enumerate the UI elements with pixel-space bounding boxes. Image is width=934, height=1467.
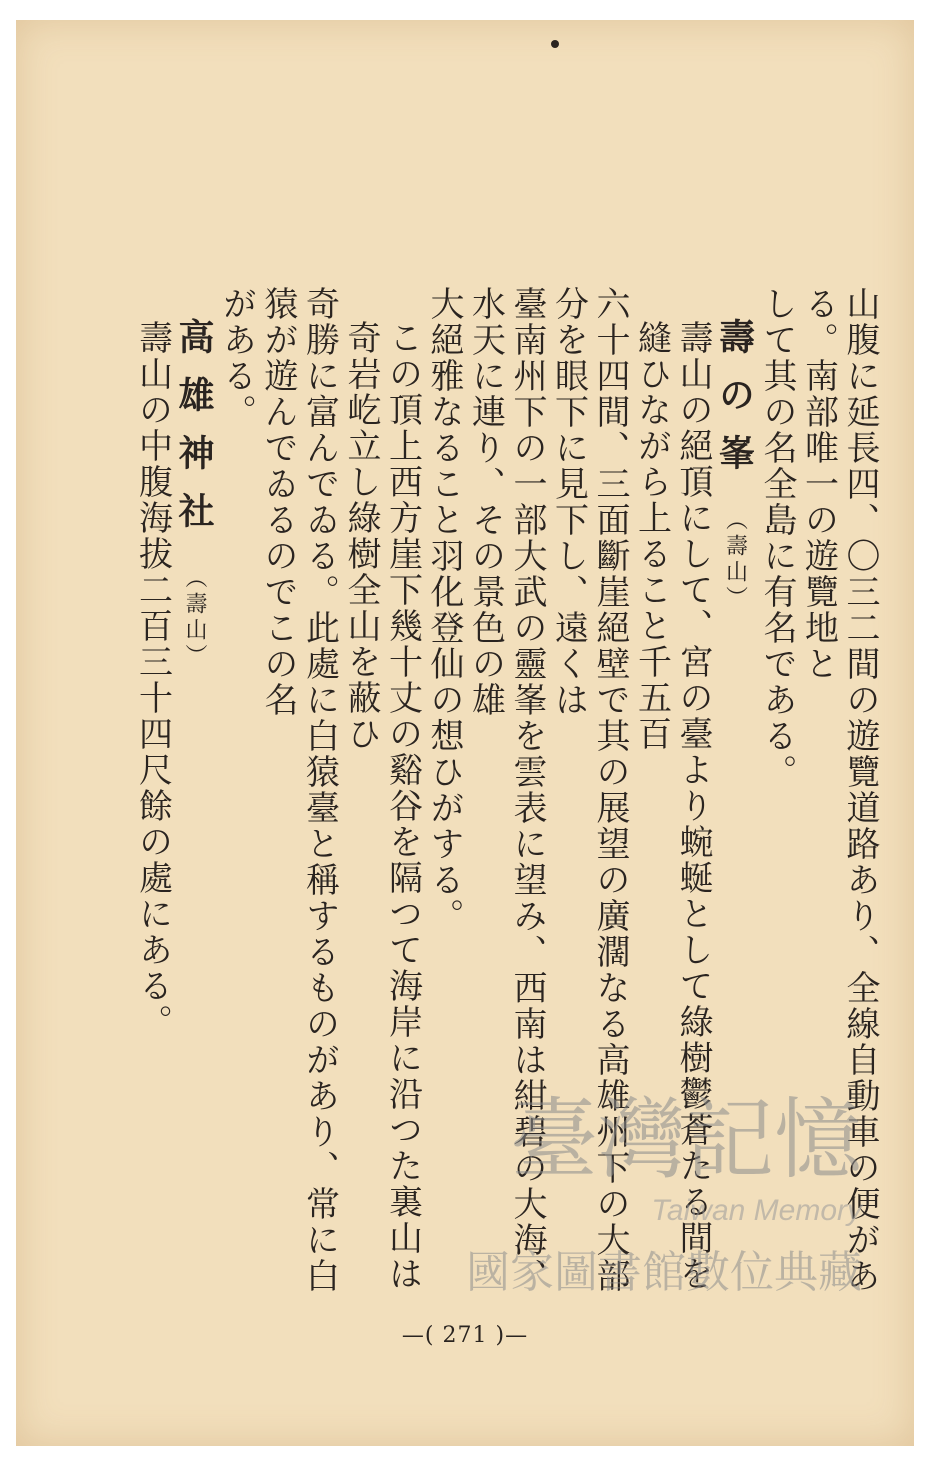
text-line: 大絕雅なること羽化登仙の想ひがする。 <box>424 286 464 934</box>
text-line: 臺南州下の一部大武の靈峯を雲表に望み、西南は紺碧の大海、水天に連り、その景色の雄 <box>465 286 547 1294</box>
watermark-library: 國家圖書館數位典藏 <box>466 1248 862 1297</box>
ink-dot <box>551 40 559 48</box>
watermark-english: Taiwan Memory <box>651 1194 862 1227</box>
text-line: この頂上西方崖下幾十丈の谿谷を隔つて海岸に沿つた裏山は奇岩屹立し綠樹全山を蔽ひ <box>341 320 423 1292</box>
text-line: 壽山の絕頂にして、宮の臺より蜿蜒として綠樹鬱蒼たる間を縫ひながら上ること千五百 <box>631 320 713 1292</box>
text-line: 壽山の中腹海拔二百三十四尺餘の處にある。 <box>132 320 173 1040</box>
text-line: して其の名全島に有名である。 <box>757 286 797 790</box>
text-line: 六十四間、三面斷崖絕壁で其の展望の廣濶なる高雄州下の大部分を眼下に見下し、遠くは <box>548 286 630 1294</box>
text-line: がある。 <box>216 286 257 430</box>
section-note: （壽山） <box>182 566 207 670</box>
text-line: 奇勝に富んでゐる。此處に白猿臺と稱するものがあり、常に白猿が遊んでゐるのでこの名 <box>258 286 340 1294</box>
section-title: 高雄神社 <box>173 318 215 550</box>
section-title: 壽の峯 <box>713 318 756 492</box>
page-number: —( 271 )— <box>401 1323 529 1348</box>
section-note: （壽山） <box>722 508 748 612</box>
text-line: 山腹に延長四、〇三二間の遊覽道路あり、全線自動車の便がある。南部唯一の遊覽地と <box>798 286 880 1294</box>
taiwan-memory-watermark <box>422 1090 862 1300</box>
watermark-script: 臺灣記憶 <box>509 1088 862 1191</box>
section-heading-takao-shrine <box>173 286 216 1306</box>
